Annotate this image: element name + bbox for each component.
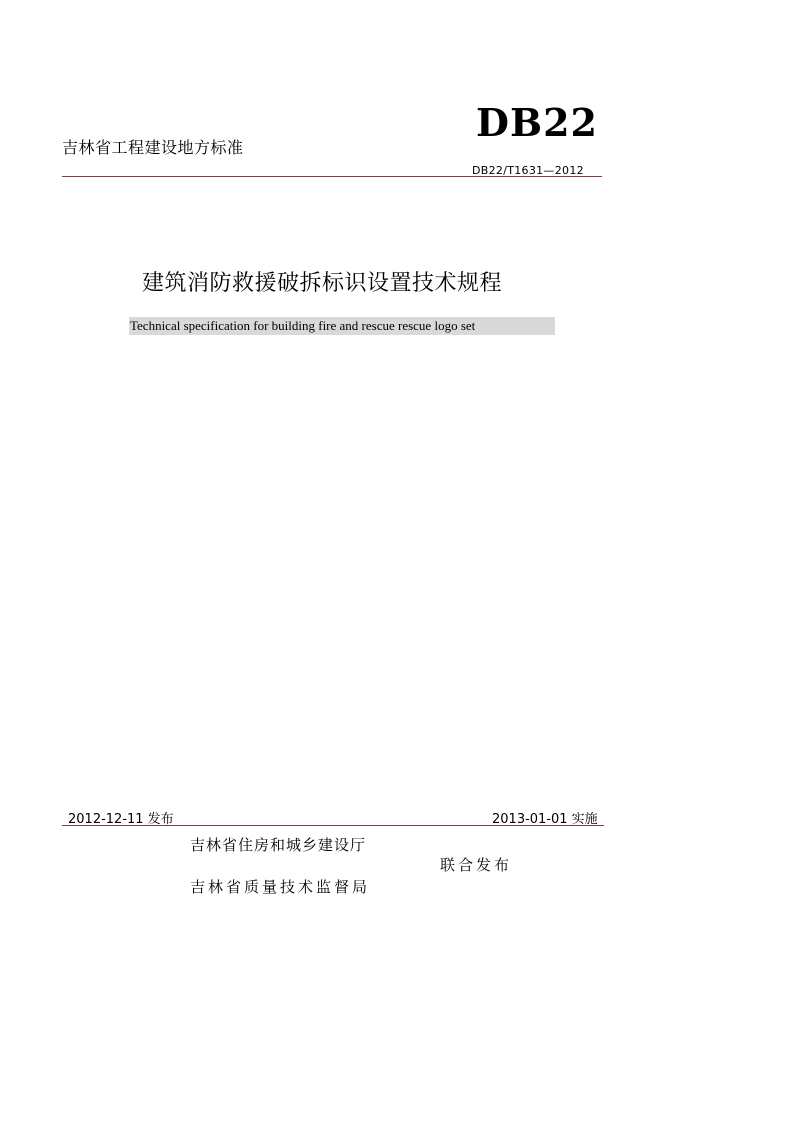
issue-date: 2012-12-11 发布 [68, 812, 174, 827]
issuer-housing-department: 吉林省住房和城乡建设厅 [190, 836, 367, 854]
standard-number: DB22/T1631—2012 [472, 164, 584, 177]
implementation-date: 2013-01-01 实施 [492, 812, 598, 827]
joint-issue-label: 联合发布 [440, 856, 513, 874]
document-title-english: Technical specification for building fire and rescue rescue logo set [129, 317, 555, 335]
issuer-quality-bureau: 吉林省质量技术监督局 [190, 878, 371, 896]
document-title-chinese: 建筑消防救援破拆标识设置技术规程 [142, 271, 503, 296]
footer-divider [62, 825, 604, 826]
standard-code: DB22 [476, 100, 598, 145]
standard-category-label: 吉林省工程建设地方标准 [62, 138, 244, 157]
